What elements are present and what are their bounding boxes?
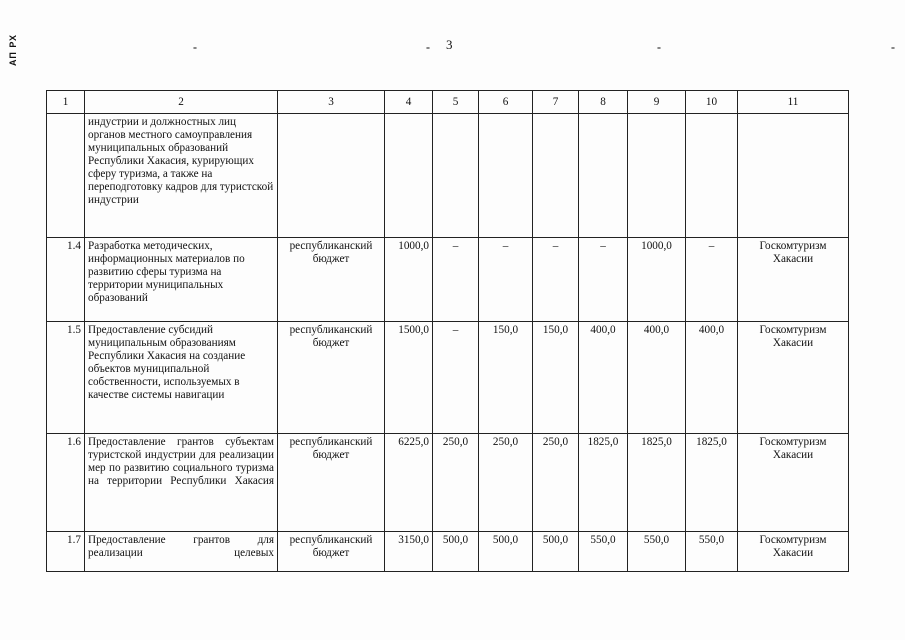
amount-cell: 500,0 [433, 532, 479, 572]
table-row [47, 434, 849, 532]
row-number: 1.5 [47, 322, 85, 434]
amount-cell: 250,0 [479, 434, 533, 532]
amount-cell: 150,0 [479, 322, 533, 434]
funding-source: республиканский бюджет [278, 532, 385, 572]
amount-cell [479, 114, 533, 238]
funding-source: республиканский бюджет [278, 434, 385, 532]
amount-cell: 1000,0 [628, 238, 686, 322]
row-number: 1.6 [47, 434, 85, 532]
column-header: 11 [738, 91, 849, 114]
table-row [47, 238, 849, 322]
executor [738, 114, 849, 238]
measure-name: Разработка методических, информационных материалов по развитию сферы туризма на территории муниципальных образований [85, 238, 278, 322]
funding-source [278, 114, 385, 238]
amount-cell: 250,0 [433, 434, 479, 532]
measure-name: Предоставление грантов субъектам туристской индустрии для реализации мер по развитию социального туризма на территории Республики Хакасия [85, 434, 278, 532]
scan-mark: - [657, 40, 661, 54]
column-header: 5 [433, 91, 479, 114]
amount-cell: – [533, 238, 579, 322]
column-header: 3 [278, 91, 385, 114]
amount-cell: 250,0 [533, 434, 579, 532]
column-header: 2 [85, 91, 278, 114]
measure-name: индустрии и должностных лиц органов местного самоуправления муниципальных образований Республики Хакасия, курирующих сферу туризма, а также на переподготовку кадров для туристской индустрии [85, 114, 278, 238]
amount-cell: 1825,0 [686, 434, 738, 532]
amount-cell: – [579, 238, 628, 322]
row-number [47, 114, 85, 238]
amount-cell: 1000,0 [385, 238, 433, 322]
amount-cell: 3150,0 [385, 532, 433, 572]
amount-cell: – [433, 238, 479, 322]
amount-cell: 6225,0 [385, 434, 433, 532]
amount-cell: 500,0 [533, 532, 579, 572]
amount-cell: 150,0 [533, 322, 579, 434]
executor: Госкомтуризм Хакасии [738, 238, 849, 322]
executor: Госкомтуризм Хакасии [738, 434, 849, 532]
amount-cell [628, 114, 686, 238]
amount-cell: – [686, 238, 738, 322]
funding-source: республиканский бюджет [278, 238, 385, 322]
table-row [47, 114, 849, 238]
scan-mark: - [426, 40, 430, 54]
amount-cell: 400,0 [628, 322, 686, 434]
amount-cell: 500,0 [479, 532, 533, 572]
row-number: 1.7 [47, 532, 85, 572]
column-header: 7 [533, 91, 579, 114]
amount-cell: 550,0 [686, 532, 738, 572]
measure-name: Предоставление субсидий муниципальным образованиям Республики Хакасия на создание объектов муниципальной собственности, используемых в качестве системы навигации [85, 322, 278, 434]
measure-name: Предоставление грантов для реализации целевых [85, 532, 278, 572]
amount-cell: 1500,0 [385, 322, 433, 434]
table-row [47, 322, 849, 434]
amount-cell: 550,0 [579, 532, 628, 572]
amount-cell: – [479, 238, 533, 322]
amount-cell: – [433, 322, 479, 434]
side-stamp: АП РХ [8, 34, 18, 67]
page-number: 3 [446, 37, 453, 52]
program-table [46, 90, 849, 572]
amount-cell: 1825,0 [628, 434, 686, 532]
column-header: 8 [579, 91, 628, 114]
executor: Госкомтуризм Хакасии [738, 322, 849, 434]
row-number: 1.4 [47, 238, 85, 322]
amount-cell: 400,0 [686, 322, 738, 434]
amount-cell [533, 114, 579, 238]
column-header: 4 [385, 91, 433, 114]
amount-cell [385, 114, 433, 238]
column-header: 1 [47, 91, 85, 114]
amount-cell: 400,0 [579, 322, 628, 434]
table-row [47, 532, 849, 572]
scan-mark: - [193, 40, 197, 54]
amount-cell: 550,0 [628, 532, 686, 572]
amount-cell: 1825,0 [579, 434, 628, 532]
header-row [47, 91, 849, 114]
scan-mark: - [891, 40, 895, 54]
amount-cell [579, 114, 628, 238]
column-header: 6 [479, 91, 533, 114]
column-header: 9 [628, 91, 686, 114]
column-header: 10 [686, 91, 738, 114]
amount-cell [433, 114, 479, 238]
funding-source: республиканский бюджет [278, 322, 385, 434]
executor: Госкомтуризм Хакасии [738, 532, 849, 572]
amount-cell [686, 114, 738, 238]
